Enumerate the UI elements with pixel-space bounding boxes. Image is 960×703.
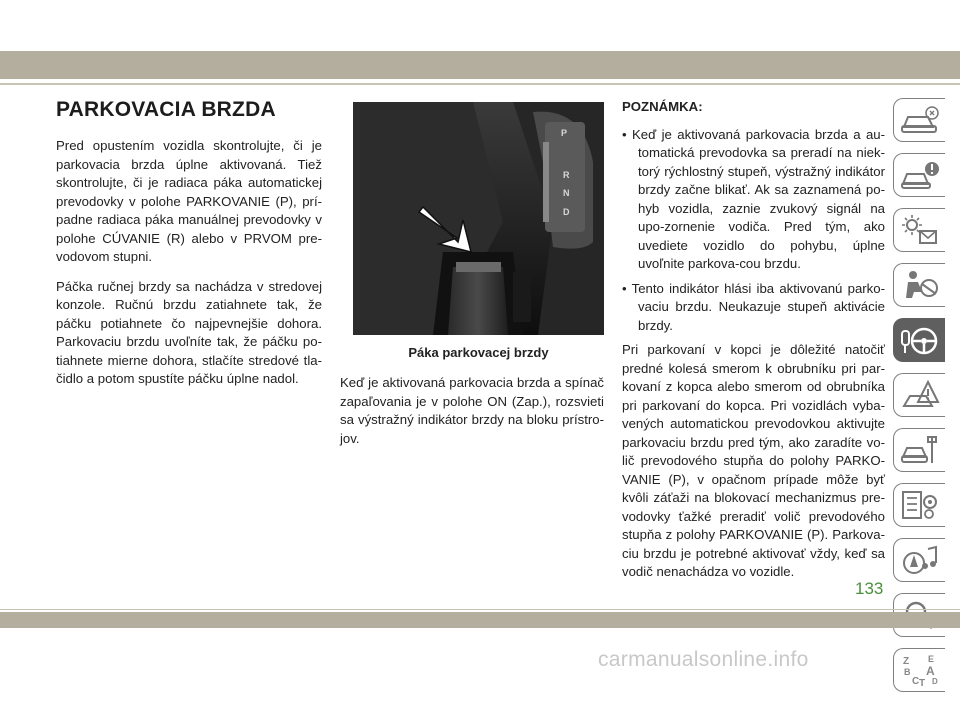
page-number: 133 [855,579,884,598]
index-letter: A [926,664,935,678]
paragraph: Keď je aktivovaná parkovacia brzda a spínač zapaľovania je v polohe ON (Zap.), rozsvieti sa výstražný indikátor brzdy na bloku prístro-jov. [340,375,604,446]
top-divider-line [0,83,960,85]
note-title: POZNÁMKA: [622,99,703,114]
steering-wheel-icon [900,323,940,357]
tab-car-info[interactable] [893,98,945,142]
tab-car-warning[interactable] [893,153,945,197]
bottom-decorative-band [0,612,960,628]
note-bullet: • Tento indikátor hlási iba aktivovanú parko-vaciu brzdu. Neukazuje stupeň aktivácie brzdy. [622,280,885,333]
left-column [56,137,322,400]
tab-multimedia[interactable] [893,538,945,582]
note-bullet: • Keď je aktivovaná parkovacia brzda a au-tomatická prevodovka sa preradí na niek-torý rýchlostný stupeň, výstražný indikátor brzdy začne blikať. Ak sa zaznamená po-hyb vozidla, zaznie zvukový signál na upo-zornenie vodiča. Pred tým, ako uvediete vozidlo do pohybu, úplne uvoľnite parkova-cou brzdu. [622,126,885,271]
paragraph: Pred opustením vozidla skontrolujte, či je parkovacia brzda úplne aktivovaná. Tiež skontrolujte, či je radiaca páka automatickej prevodovky v polohe PARKOVANIE (P), prí-padne radiaca páka manuálnej prevodovky v polohe CÚVANIE (R) alebo v PRVOM pre-vodovom stupni. [56,138,322,264]
gear-letter-p: P [561,128,568,138]
car-tools-icon [900,433,940,467]
car-warning-icon [900,158,940,192]
alphabet-index-icon [900,653,940,687]
index-letter: C [912,676,920,687]
top-decorative-band [0,51,960,79]
car-info-icon [900,103,940,137]
right-column [622,98,885,582]
index-letter: Z [903,656,910,667]
dashboard-lights-icon [900,213,940,247]
index-letter: B [904,667,911,677]
multimedia-icon [900,543,940,577]
roadside-warning-icon [900,378,940,412]
tab-safety[interactable] [893,263,945,307]
tab-service[interactable] [893,428,945,472]
paragraph: Páčka ručnej brzdy sa nachádza v stredovej konzole. Ručnú brzdu zatiahnete tak, že páčku potiahnete čo najpevnejšie dohora. Parkovaciu brzdu uvoľníte tak, že páčku po-tiahnete mierne dohora, stlačíte stredové tla-čidlo a potom spustíte páčku úplne nadol. [56,278,322,386]
safety-airbag-icon [900,268,940,302]
tab-emergency[interactable] [893,373,945,417]
watermark: carmanualsonline.info [598,648,809,671]
parking-brake-photo [353,102,604,335]
gear-letter-n: N [563,188,570,198]
gear-letter-d: D [563,207,570,217]
paragraph: Pri parkovaní v kopci je dôležité natočiť predné kolesá smerom k obrubníku pri par-kovaní z kopca alebo smerom od obrubníka pri parkovaní do kopca. Pri vozidlách vyba-vených automatickou prevodovkou aktivujte parkovaciu brzdu pred tým, ako zaradíte vo-lič prevodového stupňa do polohy PARKO-VANIE (P), v opačnom prípade môže byť kvôli záťaži na blokovací mechanizmus pre-vodovky ťažké preradiť volič prevodového stupňa z polohy PARKOVANIE (P). Parkova-ciu brzdu je potrebné aktivovať vždy, keď sa vodič nenachádza vo vozidle. [622,342,885,579]
tab-maintenance[interactable] [893,483,945,527]
tab-index[interactable] [893,648,945,692]
index-letter: E [928,654,935,664]
figure-caption: Páka parkovacej brzdy [408,345,549,360]
section-heading: PARKOVACIA BRZDA [56,98,276,121]
index-letter: T [919,678,926,687]
tab-dashboard-lights[interactable] [893,208,945,252]
gear-letter-r: R [563,170,570,180]
parking-brake-illustration [353,102,604,335]
index-letter: D [932,677,938,686]
bottom-divider-line [0,609,960,610]
tab-driving[interactable] [893,318,945,362]
maintenance-list-icon [900,488,940,522]
